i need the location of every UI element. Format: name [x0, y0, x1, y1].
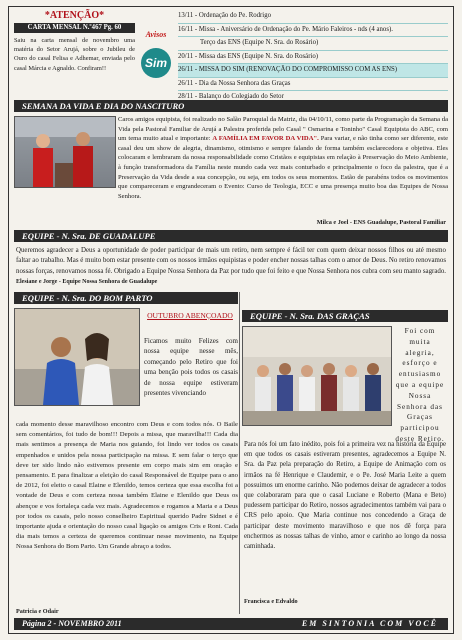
bom-parto-text-top: Ficamos muito Felizes com nossa equipe nesse mês, começando pelo Retiro que foi uma benção pois todos os casais de nossa equipe estiveram presentes vivenciando — [144, 337, 238, 398]
column-divider — [239, 292, 240, 614]
gracas-signature: Francisca e Edvaldo — [244, 598, 298, 605]
semana-text-b: Para variar, e não tinha como ser diferente, este casal deu um show de alegria, dinamismo, otimismo e sempre falando de forma também esclarecedora e objetiva. Eles colocaram e lembraram da nossa responsabilidade como Cristãos e equipistas em relação à Preservação do Meio Ambiente, à função transformadora da Família neste mundo cada vez mais conturbado e principalmente o foco da palestra, que é a Preservação da Vida desde a sua concepção, ou seja, em todos os seus momentos. Estão de parabéns todos os movimentos que compareceram e engrandeceram o Evento: Curso de Teologia, ECC e uma presença muito boa das Equipes de Nossa Senhora. — [118, 135, 449, 200]
avisos-logo — [138, 10, 174, 96]
semana-text-a: Caros amigos equipista, foi realizado no Salão Paroquial da Matriz, dia 04/10/11, como parte da Programação da Semana da Vida pela Pastoral Familiar de Arujá a Palestra proferida pelo Casal " Osmarina e Toninho" Casal Equipista do ABC, com um tema muito atual e importante: — [118, 116, 448, 143]
guadalupe-body: Queremos agradecer a Deus a oportunidade de poder participar de mais um retiro, nem sempre é fácil ter com quem deixar nossos filhos ou até mesmo faltar ao trabalho. Mas é muito bom estar presente com os nossos irmãos equipistas e poder encher nossas talhas com o amor de Deus. No retiro renovamos nossas forças, renovamos nossa fé. Obrigado a Equipe Nossa Senhora da Paz por tudo que foi feito e que Nossa Senhora nos cubra com seu manto sagrado. — [16, 247, 446, 275]
aviso-item: 28/11 - Balanço do Colegiado do Setor — [178, 93, 284, 100]
avisos-list — [178, 10, 448, 98]
bom-parto-photo — [14, 308, 140, 406]
footer-bar — [14, 618, 448, 630]
gracas-header: EQUIPE - N. Sra. DAS GRAÇAS — [242, 310, 448, 322]
group-image — [243, 327, 391, 425]
guadalupe-header: EQUIPE - N. Sra. DE GUADALUPE — [14, 230, 448, 242]
gracas-intro: Foi com muita alegria, esforço e entusiasmo que a equipe Nossa Senhora das Graças participou deste Retiro. — [395, 327, 445, 443]
semana-photo — [14, 116, 116, 188]
bom-parto-signature: Patricia e Odair — [16, 608, 59, 615]
gracas-photo — [242, 326, 392, 426]
footer-left: Página 2 - NOVEMBRO 2011 — [22, 619, 122, 628]
presenters-image — [15, 117, 115, 187]
bom-parto-text-bottom: cada momento desse maravilhoso encontro com Deus e com todos nós. O Baile sem comentários, foi tudo de bom!!! Depois a missa, que maravilha!!! Cada dia mais sentimos a presença de Maria nos guiando, foi lindo ver todos os casais empenhados e unidos pela nossa participação na missa. E sem falar o terço que deve ter sido lindo não estivemos presente em corpo mais sim em oração e pensamento. E para finalizar a eleição do casal Responsável de Equipe para o ano de 2012, foi eleito o casal Elaine e Elenildo, temos certeza que essa escolha foi a vontade de Deus e com certeza nossa também Elaine e Elenildo que Deus os abençoe e vos fortaleça cada vez mais. Agradecemos e rogamos a Maria e a Deus por todos os casais, pelo nosso conselheiro Espiritual querido Padre Sidnei e é importante ajuda e orientação do nosso casal ligação os amigos Cris e Roni. Cada dia mais temos a certeza de queremos continuar nesse movimento, na Equipe Nossa Senhora do Bom Parto. Um Grande abraço a todos. — [16, 421, 238, 551]
sim-logo-icon — [141, 48, 171, 78]
aviso-item: 20/11 - Missa das ENS (Equipe N. Sra. do Rosário) — [178, 51, 448, 65]
atencao-subtitle: CARTA MENSAL N.º467 Pg. 60 — [14, 23, 135, 33]
atencao-title: *ATENÇÃO* — [44, 10, 105, 21]
footer-right: EM SINTONIA COM VOCÊ — [301, 619, 438, 628]
sim-logo-text: Sim — [144, 56, 167, 70]
guadalupe-text — [16, 246, 446, 287]
gracas-text-bottom: Para nós foi um fato inédito, pois foi a primeira vez na história da Equipe em que todos os casais estiveram presentes, agradecemos a Equipe N. Sra. da Paz pela preparação do Retiro, a Equipe de Animação com os irmãos na fé Henrique e Claudemir, e o Pe. José Maria Leite a quem possuimos um enorme carinho. Não podemos deixar de agradecer a todos que colaboraram para que o casal Luciane e Roberto (Mana e Beto) pudessem participar do Retiro, nossos agradecimentos também vai para o CRS pelo apoio. Que Maria continue nos concedendo a Graça de participar deste movimento maravilhoso e que nos dê força para enchermos as nossas talhas de vinho, amor e carinho ao longo da nossa caminhada. — [244, 441, 446, 551]
aviso-item-highlight: 26/11 - MISSA DO SIM (RENOVAÇÃO DO COMPROMISSO COM AS ENS) — [178, 64, 448, 78]
semana-header: SEMANA DA VIDA E DIA DO NASCITURO — [14, 100, 448, 112]
avisos-label: Avisos — [145, 30, 167, 39]
guadalupe-signature: Elesiane e Jorge - Equipe Nossa Senhora de Guadalupe — [16, 278, 158, 285]
semana-text-emph: A FAMÍLIA EM FAVOR DA VIDA". — [212, 135, 319, 143]
bom-parto-header: EQUIPE - N. Sra. DO BOM PARTO — [14, 292, 238, 304]
atencao-body: Saiu na carta mensal de novembro uma matéria do Setor Arujá, sobre o Jubileu de Ouro do casal Felisa e Adhemar, enviada pelo casal Márcia e Agnaldo. Confiram!! — [14, 37, 135, 72]
semana-text — [118, 115, 448, 201]
semana-signature: Milca e Joel - ENS Guadalupe, Pastoral Familiar — [316, 219, 446, 226]
aviso-item: 16/11 - Missa - Aniversário de Ordenação do Pe. Mário Faleiros - nds (4 anos). — [178, 24, 448, 38]
aviso-item: 13/11 - Ordenação do Pe. Rodrigo — [178, 10, 448, 24]
aviso-item: 26/11 - Dia da Nossa Senhora das Graças — [178, 78, 448, 92]
atencao-box — [14, 10, 135, 96]
couple-image — [15, 309, 139, 405]
gracas-text-top — [394, 326, 446, 445]
aviso-item: Terço das ENS (Equipe N. Sra. do Rosário) — [178, 37, 448, 51]
bom-parto-heading: OUTUBRO ABENÇOADO — [147, 311, 233, 320]
